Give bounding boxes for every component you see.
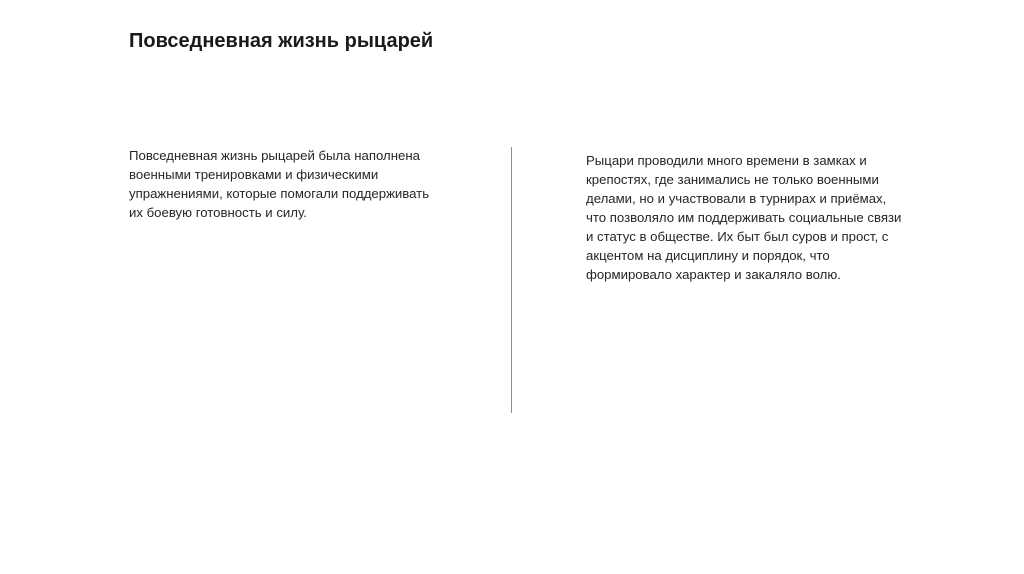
right-text-line: делами, но и участвовали в турнирах и приёмах, xyxy=(586,191,887,206)
slide-title: Повседневная жизнь рыцарей xyxy=(129,30,434,52)
left-text-column xyxy=(129,146,474,222)
right-text-column xyxy=(586,151,931,284)
right-text-line: что позволяло им поддерживать социальные связи xyxy=(586,210,902,225)
right-text-line: акцентом на дисциплину и порядок, что xyxy=(586,248,830,263)
left-text-line: их боевую готовность и силу. xyxy=(129,205,307,220)
column-divider xyxy=(511,147,512,413)
right-text-line: крепостях, где занимались не только военными xyxy=(586,172,879,187)
left-text-line: упражнениями, которые помогали поддерживать xyxy=(129,186,430,201)
right-text-line: Рыцари проводили много времени в замках и xyxy=(586,153,867,168)
left-text-line: Повседневная жизнь рыцарей была наполнена xyxy=(129,148,420,163)
right-text-line: формировало характер и закаляло волю. xyxy=(586,267,841,282)
right-text-line: и статус в обществе. Их быт был суров и прост, с xyxy=(586,229,889,244)
left-text-line: военными тренировками и физическими xyxy=(129,167,379,182)
